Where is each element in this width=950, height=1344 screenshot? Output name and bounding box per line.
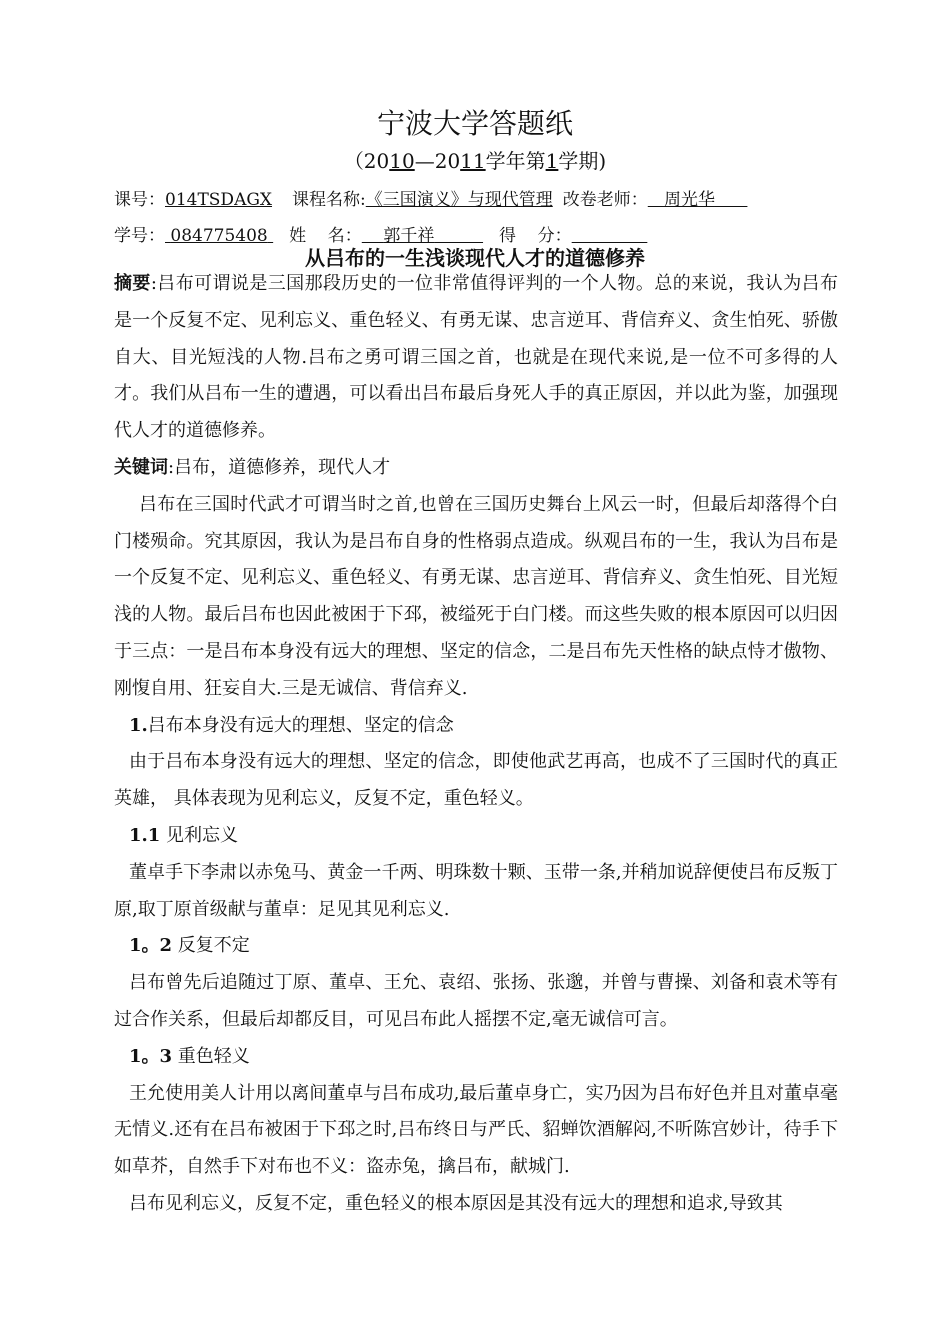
keywords-text: :吕布，道德修养，现代人才 xyxy=(168,456,391,478)
student-no-label: 学号： xyxy=(114,226,165,246)
section-1-3-paragraph: 王允使用美人计用以离间董卓与吕布成功,最后董卓身亡，实乃因为吕布好色并且对董卓毫无情义.还有在吕布被困于下邳之时,吕布终日与严氏、貂蝉饮酒解闷,不听陈宫妙计，待手下如草芥，自然手下对布也不义：盗赤兔，擒吕布，献城门. xyxy=(114,1082,838,1178)
term-mid2: 学年第 xyxy=(485,149,546,173)
section-1-1-paragraph: 董卓手下李肃以赤兔马、黄金一千两、明珠数十颗、玉带一条,并稍加说辞便使吕布反叛丁原,取丁原首级献与董卓：足见其见利忘义. xyxy=(114,861,838,920)
score-label: 得 分： xyxy=(499,226,572,246)
term-suffix: 学期) xyxy=(558,149,607,173)
closing-paragraph: 吕布见利忘义，反复不定，重色轻义的根本原因是其没有远大的理想和追求,导致其 xyxy=(129,1192,783,1214)
student-no-value: 084775408 xyxy=(170,226,268,246)
school-title: 宁波大学答题纸 xyxy=(376,107,573,140)
abstract-text: :吕布可谓说是三国那段历史的一位非常值得评判的一个人物。总的来说，我认为吕布是一个反复不定、见利忘义、重色轻义、有勇无谋、忠言逆耳、背信弃义、贪生怕死、骄傲自大、目光短浅的人物.吕布之勇可谓三国之首，也就是在现代来说,是一位不可多得的人才。我们从吕布一生的遭遇，可以看出吕布最后身死人手的真正原因，并以此为鉴，加强现代人才的道德修养。 xyxy=(114,273,839,442)
essay-title: 从吕布的一生浅谈现代人才的道德修养 xyxy=(305,246,645,270)
section-1-heading: 1.吕布本身没有远大的理想、坚定的信念 xyxy=(129,714,454,736)
term-line xyxy=(0,146,950,176)
abstract-label: 摘要 xyxy=(114,273,151,294)
section-1-2-paragraph: 吕布曾先后追随过丁原、董卓、王允、袁绍、张扬、张邈，并曾与曹操、刘备和袁术等有过合作关系，但最后却都反目，可见吕布此人摇摆不定,毫无诚信可言。 xyxy=(114,972,838,1030)
teacher-value: 周光华 xyxy=(663,190,715,210)
keywords-label: 关键词 xyxy=(114,456,168,478)
keywords-paragraph xyxy=(114,450,838,487)
section-1-3-heading: 1。3 重色轻义 xyxy=(129,1045,250,1067)
name-label: 姓 名： xyxy=(289,226,362,246)
term-year1: 10 xyxy=(389,149,415,173)
course-name-value: 《三国演义》与现代管理 xyxy=(365,190,553,210)
section-1-2-heading: 1。2 反复不定 xyxy=(129,935,250,957)
name-value: 郭千祥 xyxy=(383,226,435,246)
term-number: 1 xyxy=(545,149,559,173)
course-no-value: 014TSDAGX xyxy=(165,190,273,210)
essay-body xyxy=(114,266,838,1223)
term-mid: —20 xyxy=(414,149,461,173)
term-year2: 11 xyxy=(460,149,486,173)
course-name-label: 课程名称: xyxy=(292,190,366,210)
section-1-1-heading: 1.1 见利忘义 xyxy=(129,824,239,846)
course-no-label: 课号： xyxy=(114,190,165,210)
teacher-label: 改卷老师： xyxy=(562,190,648,210)
abstract-paragraph xyxy=(114,266,838,450)
course-info-row xyxy=(114,186,747,214)
term-prefix: （20 xyxy=(343,149,390,173)
intro-paragraph: 吕布在三国时代武才可谓当时之首,也曾在三国历史舞台上风云一时，但最后却落得个白门楼殒命。究其原因，我认为是吕布自身的性格弱点造成。纵观吕布的一生，我认为吕布是一个反复不定、见利忘义、重色轻义、有勇无谋、忠言逆耳、背信弃义、贪生怕死、目光短浅的人物。最后吕布也因此被困于下邳，被缢死于白门楼。而这些失败的根本原因可以归因于三点：一是吕布本身没有远大的理想、坚定的信念，二是吕布先天性格的缺点恃才傲物、刚愎自用、狂妄自大.三是无诚信、背信弃义. xyxy=(114,493,838,699)
section-1-paragraph: 由于吕布本身没有远大的理想、坚定的信念，即使他武艺再高，也成不了三国时代的真正英雄， 具体表现为见利忘义，反复不定，重色轻义。 xyxy=(114,751,838,810)
